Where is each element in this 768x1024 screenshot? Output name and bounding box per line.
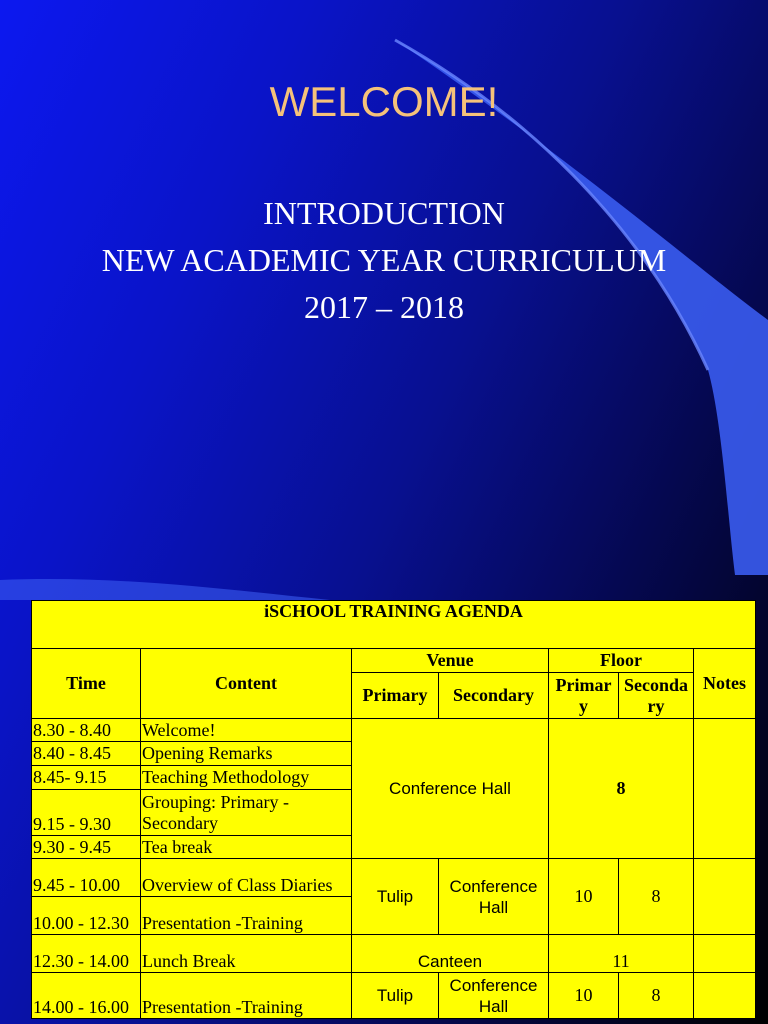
floor-secondary-value: 8 <box>619 859 694 935</box>
row-content: Opening Remarks <box>141 742 352 766</box>
training-agenda-table <box>31 600 756 1019</box>
header-floor-primary: Primar y <box>549 673 619 719</box>
row-time: 9.30 - 9.45 <box>32 836 141 859</box>
subtitle-line-2: NEW ACADEMIC YEAR CURRICULUM <box>101 242 667 278</box>
row-content: Grouping: Primary - Secondary <box>141 790 352 836</box>
table-title-row <box>32 601 756 649</box>
header-content: Content <box>141 649 352 719</box>
notes-cell <box>694 719 756 859</box>
row-content: Overview of Class Diaries <box>141 859 352 897</box>
row-time: 8.40 - 8.45 <box>32 742 141 766</box>
table-row <box>32 935 756 973</box>
row-content: Lunch Break <box>141 935 352 973</box>
row-time: 9.45 - 10.00 <box>32 859 141 897</box>
header-time: Time <box>32 649 141 719</box>
notes-cell <box>694 859 756 935</box>
venue-primary-value: Tulip <box>352 973 439 1019</box>
table-row <box>32 973 756 1019</box>
notes-cell <box>694 973 756 1019</box>
floor-value: 8 <box>549 719 694 859</box>
floor-primary-value: 10 <box>549 973 619 1019</box>
row-content: Welcome! <box>141 719 352 742</box>
row-content: Presentation -Training <box>141 897 352 935</box>
subtitle-line-3: 2017 – 2018 <box>304 289 464 325</box>
row-time: 9.15 - 9.30 <box>32 790 141 836</box>
table-row <box>32 859 756 897</box>
row-time: 10.00 - 12.30 <box>32 897 141 935</box>
venue-canteen: Canteen <box>352 935 549 973</box>
row-time: 14.00 - 16.00 <box>32 973 141 1019</box>
venue-secondary-value: Conference Hall <box>439 973 549 1019</box>
notes-cell <box>694 935 756 973</box>
header-floor-secondary: Seconda ry <box>619 673 694 719</box>
header-venue-primary: Primary <box>352 673 439 719</box>
agenda-title: iSCHOOL TRAINING AGENDA <box>32 601 756 649</box>
row-time: 8.30 - 8.40 <box>32 719 141 742</box>
row-content: Presentation -Training <box>141 973 352 1019</box>
row-time: 8.45- 9.15 <box>32 766 141 790</box>
venue-secondary-value: Conference Hall <box>439 859 549 935</box>
header-venue: Venue <box>352 649 549 673</box>
subtitle-line-1: INTRODUCTION <box>263 195 505 231</box>
row-time: 12.30 - 14.00 <box>32 935 141 973</box>
header-notes: Notes <box>694 649 756 719</box>
venue-conference-hall: Conference Hall <box>352 719 549 859</box>
row-content: Teaching Methodology <box>141 766 352 790</box>
header-floor: Floor <box>549 649 694 673</box>
venue-primary-value: Tulip <box>352 859 439 935</box>
floor-secondary-value: 8 <box>619 973 694 1019</box>
header-row <box>32 649 756 673</box>
slide-title: WELCOME! <box>269 78 499 125</box>
floor-primary-value: 10 <box>549 859 619 935</box>
table-row <box>32 719 756 742</box>
row-content: Tea break <box>141 836 352 859</box>
header-venue-secondary: Secondary <box>439 673 549 719</box>
floor-value: 11 <box>549 935 694 973</box>
